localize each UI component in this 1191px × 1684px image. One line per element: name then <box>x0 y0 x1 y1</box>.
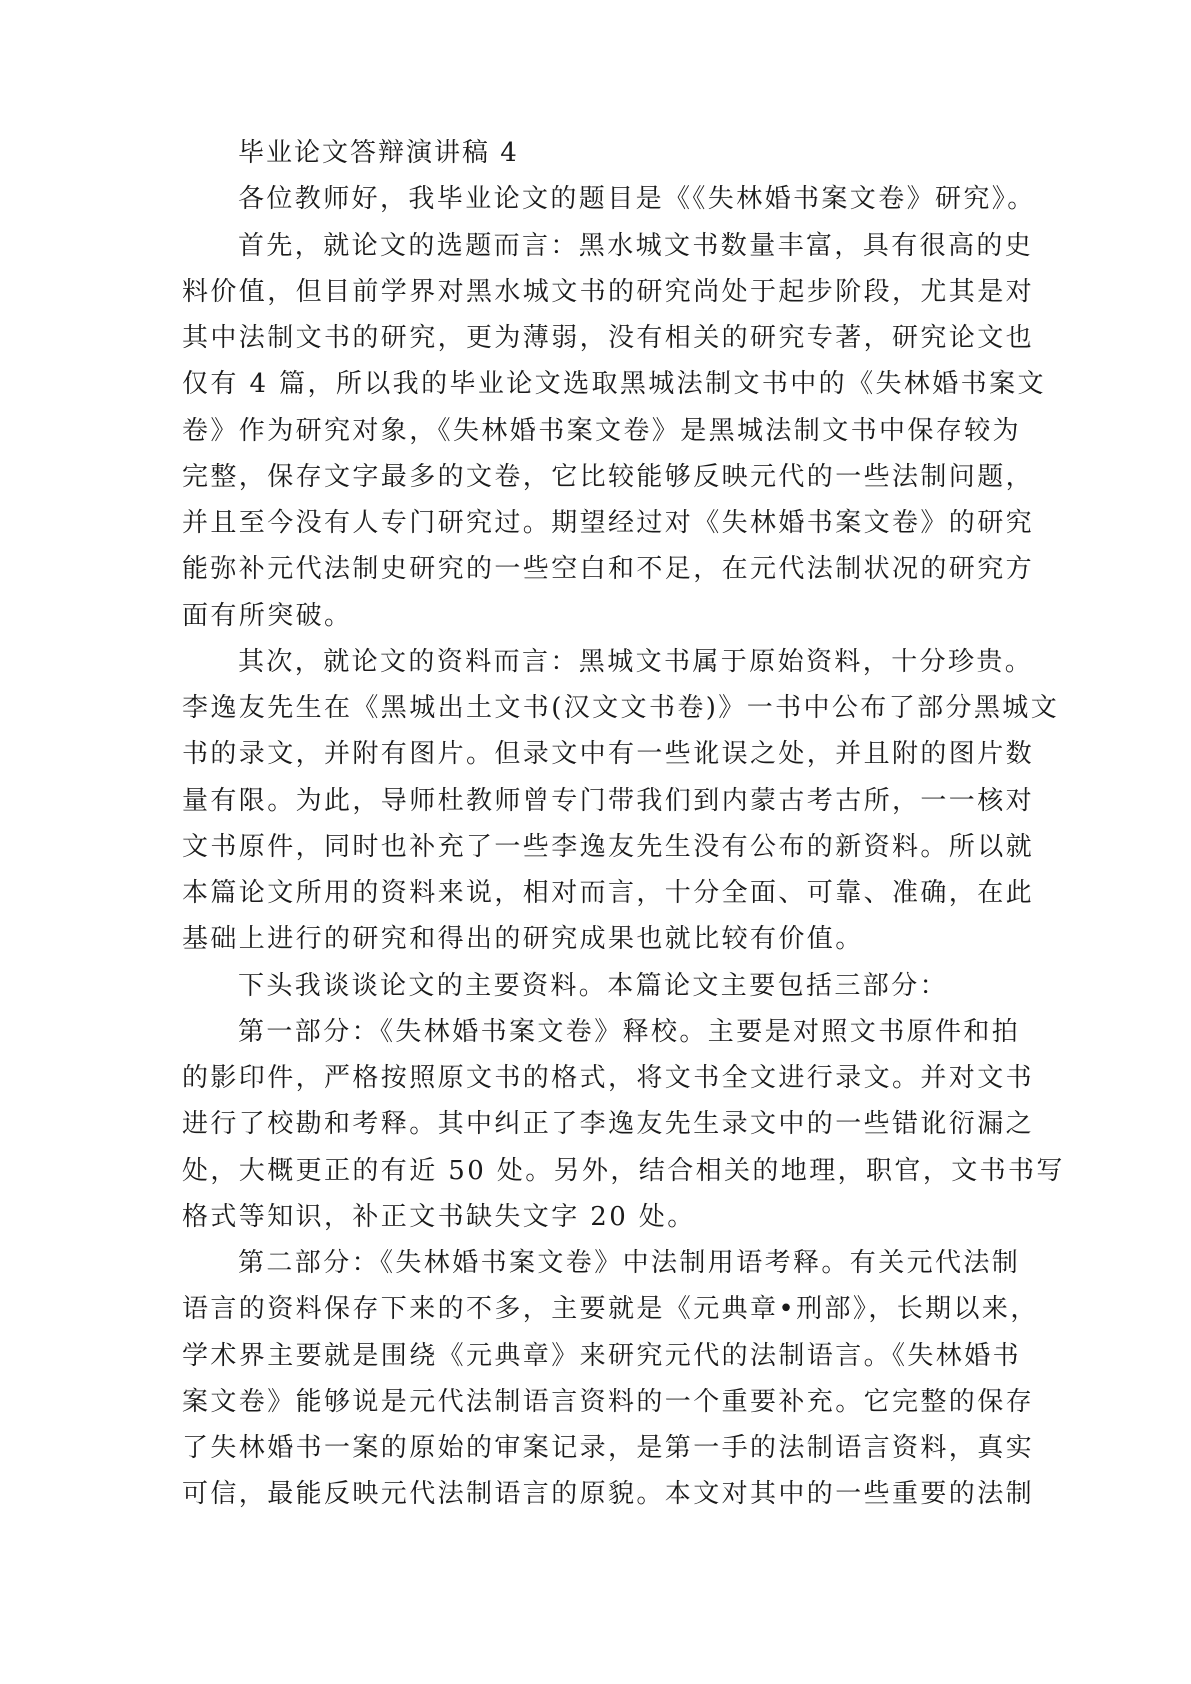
paragraph-line: 第一部分：《失林婚书案文卷》释校。主要是对照文书原件和拍 <box>238 1016 1021 1047</box>
paragraph-materials <box>182 639 1060 963</box>
paragraph-line: 仅有 4 篇，所以我的毕业论文选取黑城法制文书中的《失林婚书案文 <box>182 369 1046 400</box>
paragraph-line: 本篇论文所用的资料来说，相对而言，十分全面、可靠、准确，在此 <box>182 878 1035 908</box>
paragraph-line: 处，大概更正的有近 50 处。另外，结合相关的地理，职官，文书书写 <box>182 1155 1065 1186</box>
paragraph-topic-selection <box>182 223 1046 639</box>
paragraph-line: 基础上进行的研究和得出的研究成果也就比较有价值。 <box>182 924 864 955</box>
paragraph-line: 案文卷》能够说是元代法制语言资料的一个重要补充。它完整的保存 <box>182 1386 1035 1417</box>
paragraph-line: 进行了校勘和考释。其中纠正了李逸友先生录文中的一些错讹衍漏之 <box>182 1109 1035 1140</box>
paragraph-line: 料价值，但目前学界对黑水城文书的研究尚处于起步阶段，尤其是对 <box>182 276 1035 307</box>
paragraph-line: 首先，就论文的选题而言：黑水城文书数量丰富，具有很高的史 <box>238 230 1034 261</box>
paragraph-line: 卷》作为研究对象，《失林婚书案文卷》是黑城法制文书中保存较为 <box>182 415 1022 446</box>
paragraph-line: 其中法制文书的研究，更为薄弱，没有相关的研究专著，研究论文也 <box>182 323 1035 353</box>
paragraph-line: 下头我谈谈论文的主要资料。本篇论文主要包括三部分： <box>238 970 949 1001</box>
paragraph-line: 第二部分：《失林婚书案文卷》中法制用语考释。有关元代法制 <box>238 1248 1021 1278</box>
paragraph-line: 可信，最能反映元代法制语言的原貌。本文对其中的一些重要的法制 <box>182 1479 1035 1510</box>
paragraph-part-one <box>182 1009 1065 1240</box>
paragraph-line: 并且至今没有人专门研究过。期望经过对《失林婚书案文卷》的研究 <box>182 508 1035 538</box>
paragraph-line: 能弥补元代法制史研究的一些空白和不足，在元代法制状况的研究方 <box>182 554 1035 585</box>
paragraph-line: 其次，就论文的资料而言：黑城文书属于原始资料，十分珍贵。 <box>238 646 1034 677</box>
paragraph-greeting <box>182 176 1036 222</box>
paragraph-part-two <box>182 1240 1039 1518</box>
paragraph-line: 书的录文，并附有图片。但录文中有一些讹误之处，并且附的图片数 <box>182 739 1035 770</box>
paragraph-line: 语言的资料保存下来的不多，主要就是《元典章•刑部》，长期以来， <box>182 1294 1039 1325</box>
paragraph-line: 完整，保存文字最多的文卷，它比较能够反映元代的一些法制问题， <box>182 461 1035 492</box>
paragraph-line: 面有所突破。 <box>182 600 353 631</box>
paragraph-line: 李逸友先生在《黑城出土文书(汉文文书卷)》一书中公布了部分黑城文 <box>182 693 1060 723</box>
paragraph-main-content-intro <box>182 963 1012 1009</box>
paragraph-line: 量有限。为此，导师杜教师曾专门带我们到内蒙古考古所，一一核对 <box>182 785 1035 816</box>
document-body <box>182 130 1065 1518</box>
paragraph-line: 文书原件，同时也补充了一些李逸友先生没有公布的新资料。所以就 <box>182 831 1035 862</box>
paragraph-line: 格式等知识，补正文书缺失文字 20 处。 <box>182 1201 696 1232</box>
paragraph-line: 的影印件，严格按照原文书的格式，将文书全文进行录文。并对文书 <box>182 1063 1035 1093</box>
paragraph-line: 了失林婚书一案的原始的审案记录，是第一手的法制语言资料，真实 <box>182 1433 1035 1463</box>
paragraph-line: 各位教师好，我毕业论文的题目是《《失林婚书案文卷》研究》。 <box>238 184 1036 215</box>
paragraph-line: 学术界主要就是围绕《元典章》来研究元代的法制语言。《失林婚书 <box>182 1340 1022 1371</box>
document-title: 毕业论文答辩演讲稿 4 <box>238 138 519 168</box>
